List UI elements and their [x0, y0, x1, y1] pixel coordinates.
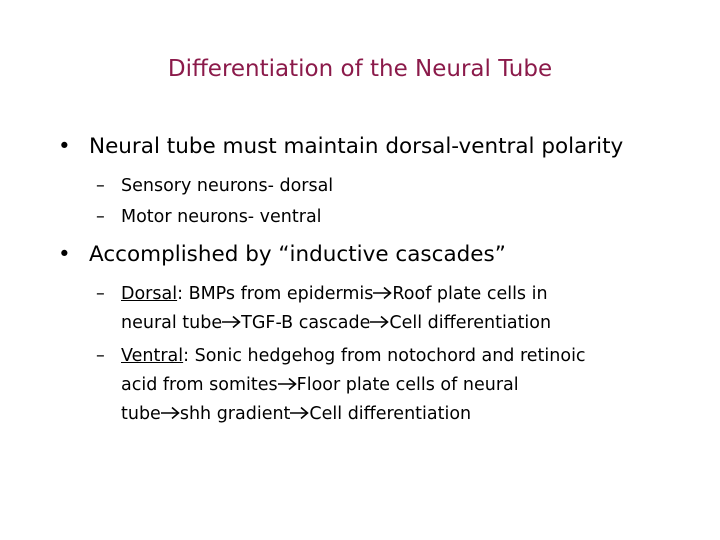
sub-item-text: acid from somites [121, 375, 278, 395]
sub-item-text: Roof plate cells in [392, 284, 548, 304]
sub-item-dorsal [96, 280, 552, 338]
colon: : [177, 284, 183, 304]
sub-item-line [121, 280, 551, 309]
ventral-label: Ventral [121, 346, 184, 366]
sub-item-text: neural tube [121, 313, 223, 333]
bullet-icon: • [58, 242, 71, 267]
right-arrow-icon [370, 315, 389, 329]
dash-icon: – [96, 346, 105, 366]
bullet-text: Neural tube must maintain dorsal-ventral polarity [89, 134, 624, 159]
right-arrow-icon [161, 406, 180, 420]
slide-title: Differentiation of the Neural Tube [167, 56, 553, 82]
bullet-text: Accomplished by “inductive cascades” [89, 242, 506, 267]
sub-item-text: Cell differentiation [309, 404, 472, 424]
dash-icon: – [96, 207, 105, 227]
right-arrow-icon [290, 406, 309, 420]
sub-item-line [121, 342, 586, 371]
dash-icon: – [96, 176, 105, 196]
dorsal-label: Dorsal [121, 284, 178, 304]
bullet-icon: • [58, 134, 71, 159]
sub-item [96, 203, 322, 232]
dash-icon: – [96, 284, 105, 304]
sub-item-text: Cell differentiation [389, 313, 552, 333]
sub-item-text: tube [121, 404, 161, 424]
right-arrow-icon [373, 286, 392, 300]
right-arrow-icon [222, 315, 241, 329]
sub-item-text: Motor neurons- ventral [121, 207, 322, 227]
right-arrow-icon [278, 377, 297, 391]
sub-item-text: Floor plate cells of neural [296, 375, 519, 395]
colon: : [183, 346, 190, 366]
sub-item-ventral [96, 342, 586, 429]
sub-item-line [121, 309, 551, 338]
sub-item-text: TGF-B cascade [241, 313, 371, 333]
sub-item-text: BMPs from epidermis [183, 284, 374, 304]
sub-item-line [121, 371, 586, 400]
sub-item-line [121, 400, 586, 429]
bullet-item [58, 134, 624, 159]
sub-item-text: Sonic hedgehog from notochord and retinoic [189, 346, 586, 366]
sub-item-text: Sensory neurons- dorsal [121, 176, 334, 196]
sub-item [96, 172, 334, 201]
sub-item-text: shh gradient [179, 404, 291, 424]
bullet-item [58, 242, 506, 267]
